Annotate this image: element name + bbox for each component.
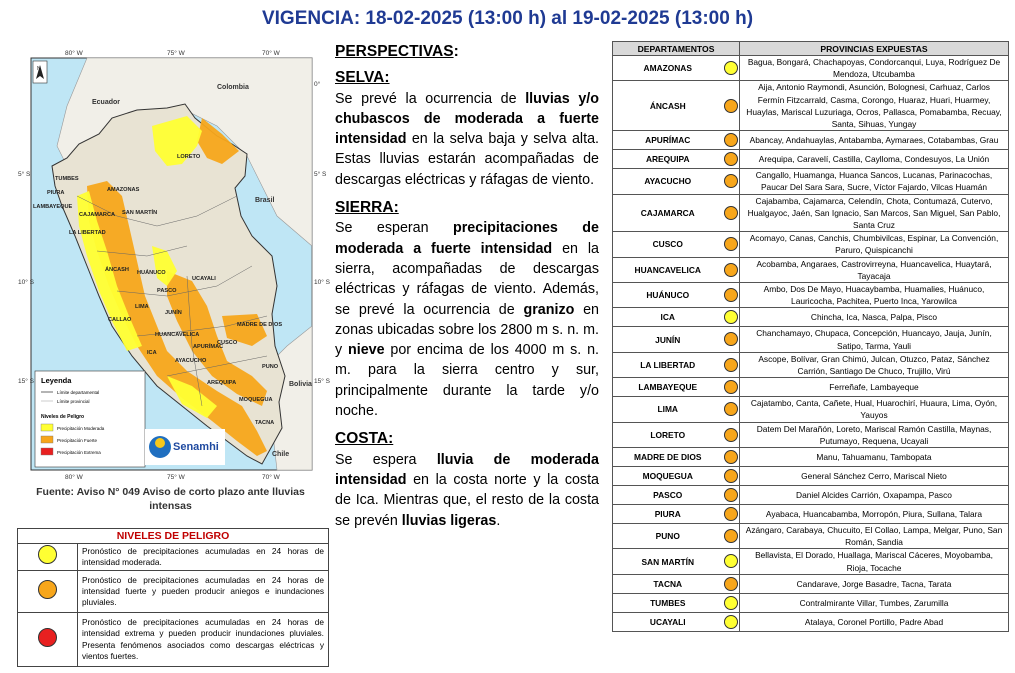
- department-name: LA LIBERTAD: [613, 352, 723, 377]
- orange-level-icon: [724, 133, 738, 147]
- provinces-list: Contralmirante Villar, Tumbes, Zarumilla: [740, 593, 1009, 612]
- table-row: [613, 81, 1009, 131]
- table-row: [613, 283, 1009, 308]
- label-bolivia: Bolivia: [289, 381, 312, 388]
- level-text-moderate: Pronóstico de precipitaciones acumuladas en 24 horas de intensidad moderada.: [78, 544, 329, 571]
- coord-left-2: 10° S: [18, 279, 34, 286]
- table-row: [613, 448, 1009, 467]
- yellow-level-icon: [724, 310, 738, 324]
- table-row: [613, 593, 1009, 612]
- table-row: [613, 505, 1009, 524]
- coord-bottom-1: 80° W: [65, 474, 83, 481]
- level-cell: [723, 194, 740, 232]
- department-name: HUANCAVELICA: [613, 257, 723, 282]
- level-cell: [723, 448, 740, 467]
- coord-left-3: 15° S: [18, 378, 34, 385]
- svg-text:UCAYALI: UCAYALI: [192, 276, 216, 282]
- level-cell: [723, 505, 740, 524]
- level-cell: [723, 378, 740, 397]
- provinces-list: Candarave, Jorge Basadre, Tacna, Tarata: [740, 574, 1009, 593]
- provinces-list: Acomayo, Canas, Canchis, Chumbivilcas, Espinar, La Convención, Paruro, Quispicanchi: [740, 232, 1009, 257]
- department-name: LORETO: [613, 422, 723, 447]
- provinces-list: Ascope, Bolívar, Gran Chimú, Julcan, Otuzco, Pataz, Sánchez Carrión, Santiago De Chuco, Trujillo, Virú: [740, 352, 1009, 377]
- level-cell: [723, 612, 740, 631]
- department-name: APURÍMAC: [613, 131, 723, 150]
- provinces-list: Datem Del Marañón, Loreto, Mariscal Ramón Castilla, Maynas, Putumayo, Requena, Ucayali: [740, 422, 1009, 447]
- level-cell: [723, 81, 740, 131]
- svg-text:LAMBAYEQUE: LAMBAYEQUE: [33, 204, 73, 210]
- orange-level-icon: [38, 580, 57, 599]
- level-cell: [723, 283, 740, 308]
- level-cell: [723, 308, 740, 327]
- level-cell: [723, 169, 740, 194]
- svg-text:PUNO: PUNO: [262, 364, 279, 370]
- svg-text:AREQUIPA: AREQUIPA: [207, 380, 237, 386]
- provinces-list: Cangallo, Huamanga, Huanca Sancos, Lucanas, Parinacochas, Paucar Del Sara Sara, Sucre, Víctor Fajardo, Vilcas Huamán: [740, 169, 1009, 194]
- table-row: [613, 131, 1009, 150]
- coord-right-4: 15° S: [314, 378, 330, 385]
- yellow-level-icon: [724, 615, 738, 629]
- svg-text:Niveles de Peligro: Niveles de Peligro: [41, 414, 85, 420]
- svg-text:CALLAO: CALLAO: [108, 317, 132, 323]
- provinces-list: General Sánchez Cerro, Mariscal Nieto: [740, 467, 1009, 486]
- table-row: [613, 327, 1009, 352]
- orange-level-icon: [724, 450, 738, 464]
- svg-text:PIURA: PIURA: [47, 190, 65, 196]
- level-text-extreme: Pronóstico de precipitaciones acumuladas en 24 horas de intensidad extrema y pueden producir inundaciones pluviales. Presenta fenómenos asociados como descargas eléctricas y vientos fuertes.: [78, 613, 329, 667]
- yellow-level-icon: [38, 545, 57, 564]
- department-name: SAN MARTÍN: [613, 549, 723, 574]
- department-name: MOQUEGUA: [613, 467, 723, 486]
- coord-bottom-3: 70° W: [262, 474, 280, 481]
- svg-text:LA LIBERTAD: LA LIBERTAD: [69, 230, 106, 236]
- provinces-list: Aija, Antonio Raymondi, Asunción, Bolognesi, Carhuaz, Carlos Fermín Fitzcarrald, Casma, Corongo, Huaraz, Huari, Huarmey, Huaylas, Mariscal Luzuriaga, Ocros, Pallasca, Pomabamba, Recuay, Santa, Sihuas, Yungay: [740, 81, 1009, 131]
- provinces-list: Abancay, Andahuaylas, Antabamba, Aymaraes, Cotabambas, Grau: [740, 131, 1009, 150]
- provinces-list: Cajatambo, Canta, Cañete, Hual, Huarochirí, Huaura, Lima, Oyón, Yauyos: [740, 397, 1009, 422]
- provinces-list: Chincha, Ica, Nasca, Palpa, Pisco: [740, 308, 1009, 327]
- coord-right-3: 10° S: [314, 279, 330, 286]
- table-row: [613, 169, 1009, 194]
- svg-text:ICA: ICA: [147, 350, 157, 356]
- table-row: [613, 194, 1009, 232]
- orange-level-icon: [724, 152, 738, 166]
- table-row: [613, 352, 1009, 377]
- costa-text: Se espera lluvia de moderada intensidad en la costa norte y la costa de Ica. Mientras que, el resto de la costa se prevén lluvias ligeras.: [335, 451, 599, 529]
- header-provinces: PROVINCIAS EXPUESTAS: [740, 42, 1009, 56]
- table-row: [613, 467, 1009, 486]
- level-cell: [723, 593, 740, 612]
- department-name: LIMA: [613, 397, 723, 422]
- coord-right-2: 5° S: [314, 171, 327, 178]
- svg-text:CAJAMARCA: CAJAMARCA: [79, 212, 116, 218]
- level-cell: [723, 131, 740, 150]
- department-name: AMAZONAS: [613, 56, 723, 81]
- provinces-list: Ferreñafe, Lambayeque: [740, 378, 1009, 397]
- svg-text:Precipitación Fuerte: Precipitación Fuerte: [57, 438, 98, 443]
- orange-level-icon: [724, 332, 738, 346]
- svg-text:Límite provincial: Límite provincial: [57, 399, 90, 404]
- table-row: [613, 232, 1009, 257]
- orange-level-icon: [724, 174, 738, 188]
- level-cell: [723, 422, 740, 447]
- orange-level-icon: [724, 237, 738, 251]
- hazard-levels-table: [17, 528, 329, 667]
- level-cell: [723, 574, 740, 593]
- level-cell: [723, 150, 740, 169]
- svg-text:JUNÍN: JUNÍN: [165, 310, 182, 316]
- coord-right-1: 0°: [314, 81, 321, 88]
- selva-title: SELVA:: [335, 69, 390, 87]
- sierra-text: Se esperan precipitaciones de moderada a fuerte intensidad en la sierra, acompañadas de descargas eléctricas y ráfagas de viento. Además, se prevé la ocurrencia de granizo en zonas ubicadas sobre los 2800 m s. n. m. y nieve por encima de los 4000 m s. n. m. para la sierra centro y sur, principalmente durante la tarde y/o noche.: [335, 220, 600, 420]
- perspectives-section: [335, 42, 599, 531]
- department-name: ÁNCASH: [613, 81, 723, 131]
- level-cell: [723, 232, 740, 257]
- department-name: PASCO: [613, 486, 723, 505]
- level-cell: [723, 549, 740, 574]
- department-name: HUÁNUCO: [613, 283, 723, 308]
- svg-text:SAN MARTÍN: SAN MARTÍN: [122, 210, 158, 216]
- table-row: [613, 56, 1009, 81]
- level-cell: [723, 397, 740, 422]
- svg-text:LORETO: LORETO: [177, 154, 201, 160]
- svg-text:ÁNCASH: ÁNCASH: [105, 267, 129, 273]
- provinces-list: Bellavista, El Dorado, Huallaga, Mariscal Cáceres, Moyobamba, Rioja, Tocache: [740, 549, 1009, 574]
- svg-text:Senamhi: Senamhi: [173, 441, 219, 453]
- provinces-list: Daniel Alcides Carrión, Oxapampa, Pasco: [740, 486, 1009, 505]
- svg-text:AYACUCHO: AYACUCHO: [175, 358, 207, 364]
- svg-text:MOQUEGUA: MOQUEGUA: [239, 397, 273, 403]
- orange-level-icon: [724, 507, 738, 521]
- orange-level-icon: [724, 206, 738, 220]
- orange-level-icon: [724, 263, 738, 277]
- label-colombia: Colombia: [217, 84, 249, 91]
- department-name: ICA: [613, 308, 723, 327]
- page-title: VIGENCIA: 18-02-2025 (13:00 h) al 19-02-2025 (13:00 h): [261, 8, 754, 29]
- coord-bottom-2: 75° W: [167, 474, 185, 481]
- label-chile: Chile: [272, 451, 290, 458]
- svg-text:TACNA: TACNA: [255, 420, 275, 426]
- department-name: JUNÍN: [613, 327, 723, 352]
- perspectives-heading: PERSPECTIVAS:: [335, 43, 459, 60]
- orange-level-icon: [724, 99, 738, 113]
- svg-text:PASCO: PASCO: [157, 288, 177, 294]
- svg-text:TUMBES: TUMBES: [55, 176, 79, 182]
- departments-table: [612, 41, 1009, 632]
- map-caption: Fuente: Aviso N° 049 Aviso de corto plazo ante lluvias intensas: [36, 486, 305, 512]
- svg-text:MADRE DE DIOS: MADRE DE DIOS: [237, 322, 283, 328]
- orange-level-icon: [724, 402, 738, 416]
- department-name: CAJAMARCA: [613, 194, 723, 232]
- department-name: UCAYALI: [613, 612, 723, 631]
- senamhi-logo: [145, 429, 225, 465]
- coord-top-1: 80° W: [65, 50, 83, 57]
- level-cell: [723, 467, 740, 486]
- svg-text:Precipitación Extrema: Precipitación Extrema: [57, 450, 101, 455]
- department-name: PIURA: [613, 505, 723, 524]
- red-level-icon: [38, 628, 57, 647]
- yellow-level-icon: [724, 61, 738, 75]
- svg-text:Límite departamental: Límite departamental: [57, 390, 100, 395]
- table-row: [613, 549, 1009, 574]
- provinces-list: Ayabaca, Huancabamba, Morropón, Piura, Sullana, Talara: [740, 505, 1009, 524]
- label-brasil: Brasil: [255, 197, 275, 204]
- level-text-strong: Pronóstico de precipitaciones acumuladas en 24 horas de intensidad fuerte y pueden producir aniegos e inundaciones pluviales.: [78, 571, 329, 613]
- yellow-level-icon: [724, 596, 738, 610]
- provinces-list: Arequipa, Caravelí, Castilla, Caylloma, Condesuyos, La Unión: [740, 150, 1009, 169]
- orange-level-icon: [724, 428, 738, 442]
- provinces-list: Bagua, Bongará, Chachapoyas, Condorcanqui, Luya, Rodríguez De Mendoza, Utcubamba: [740, 56, 1009, 81]
- svg-text:N: N: [37, 66, 41, 72]
- level-cell: [723, 56, 740, 81]
- map-legend: [35, 371, 145, 467]
- svg-text:HUANCAVELICA: HUANCAVELICA: [155, 332, 200, 338]
- coord-top-2: 75° W: [167, 50, 185, 57]
- table-row: [613, 524, 1009, 549]
- provinces-list: Atalaya, Coronel Portillo, Padre Abad: [740, 612, 1009, 631]
- svg-text:AMAZONAS: AMAZONAS: [107, 187, 140, 193]
- coord-left-1: 5° S: [18, 171, 31, 178]
- table-row: [613, 574, 1009, 593]
- provinces-list: Azángaro, Carabaya, Chucuito, El Collao, Lampa, Melgar, Puno, San Román, Sandia: [740, 524, 1009, 549]
- department-name: PUNO: [613, 524, 723, 549]
- sierra-title: SIERRA:: [335, 199, 399, 217]
- orange-level-icon: [724, 529, 738, 543]
- provinces-list: Manu, Tahuamanu, Tambopata: [740, 448, 1009, 467]
- level-cell: [723, 327, 740, 352]
- peru-hazard-map: [17, 46, 330, 484]
- north-arrow-icon: [33, 61, 47, 83]
- orange-level-icon: [724, 469, 738, 483]
- department-name: CUSCO: [613, 232, 723, 257]
- table-row: [613, 257, 1009, 282]
- table-row: [613, 397, 1009, 422]
- selva-text: Se prevé la ocurrencia de lluvias y/o chubascos de moderada a fuerte intensidad en la selva baja y selva alta. Estas lluvias estarán acompañadas de descargas eléctricas y ráfagas de viento.: [335, 90, 599, 188]
- level-cell: [723, 486, 740, 505]
- department-name: AREQUIPA: [613, 150, 723, 169]
- yellow-level-icon: [724, 554, 738, 568]
- department-name: MADRE DE DIOS: [613, 448, 723, 467]
- department-name: AYACUCHO: [613, 169, 723, 194]
- table-row: [613, 308, 1009, 327]
- orange-level-icon: [724, 288, 738, 302]
- provinces-list: Cajabamba, Cajamarca, Celendín, Chota, Contumazá, Cutervo, Hualgayoc, Jaén, San Ignacio, San Marcos, San Miguel, San Pablo, Santa Cruz: [740, 194, 1009, 232]
- orange-level-icon: [724, 577, 738, 591]
- costa-title: COSTA:: [335, 430, 394, 448]
- svg-text:APURÍMAC: APURÍMAC: [193, 344, 224, 350]
- table-row: [613, 378, 1009, 397]
- provinces-list: Chanchamayo, Chupaca, Concepción, Huancayo, Jauja, Junín, Satipo, Tarma, Yauli: [740, 327, 1009, 352]
- table-row: [613, 612, 1009, 631]
- svg-text:CUSCO: CUSCO: [217, 340, 238, 346]
- svg-text:Leyenda: Leyenda: [41, 376, 72, 385]
- level-cell: [723, 257, 740, 282]
- level-cell: [723, 524, 740, 549]
- table-row: [613, 486, 1009, 505]
- levels-header: NIVELES DE PELIGRO: [18, 529, 329, 544]
- department-name: LAMBAYEQUE: [613, 378, 723, 397]
- svg-text:Precipitación Moderada: Precipitación Moderada: [57, 426, 105, 431]
- table-row: [613, 422, 1009, 447]
- svg-text:LIMA: LIMA: [135, 304, 149, 310]
- label-ecuador: Ecuador: [92, 99, 121, 106]
- department-name: TACNA: [613, 574, 723, 593]
- provinces-list: Ambo, Dos De Mayo, Huacaybamba, Huamalies, Huánuco, Lauricocha, Pachitea, Puerto Inca, Yarowilca: [740, 283, 1009, 308]
- department-name: TUMBES: [613, 593, 723, 612]
- header-departments: DEPARTAMENTOS: [613, 42, 740, 56]
- table-row: [613, 150, 1009, 169]
- orange-level-icon: [724, 488, 738, 502]
- orange-level-icon: [724, 380, 738, 394]
- provinces-list: Acobamba, Angaraes, Castrovirreyna, Huancavelica, Huaytará, Tayacaja: [740, 257, 1009, 282]
- svg-text:HUÁNUCO: HUÁNUCO: [137, 270, 166, 276]
- orange-level-icon: [724, 358, 738, 372]
- level-cell: [723, 352, 740, 377]
- coord-top-3: 70° W: [262, 50, 280, 57]
